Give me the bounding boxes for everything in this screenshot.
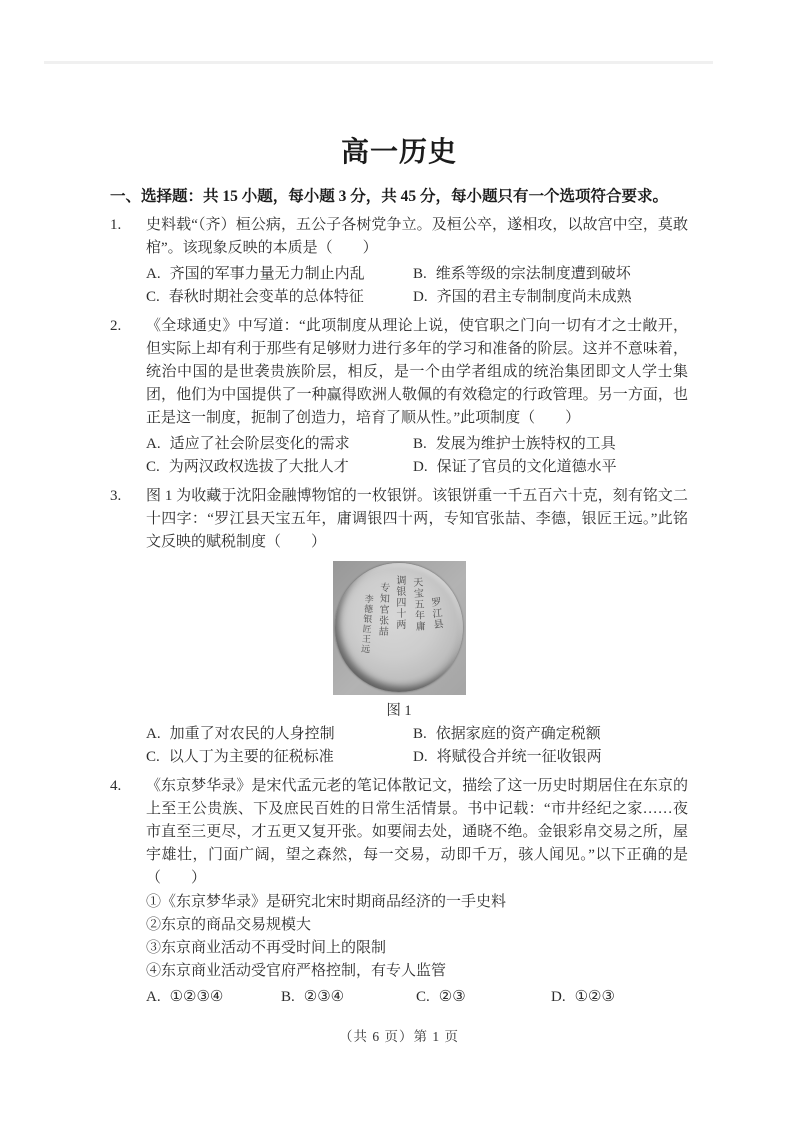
question-1-option-d <box>413 286 688 309</box>
option-text: 为两汉政权选拔了大批人才 <box>168 459 349 475</box>
option-label: C. <box>416 989 430 1005</box>
figure-caption: 图 1 <box>386 703 412 719</box>
question-4-item-1: ①《东京梦华录》是研究北宋时期商品经济的一手史料 <box>146 894 507 910</box>
option-label: B. <box>281 989 295 1005</box>
option-text: ②③ <box>438 989 466 1005</box>
option-label: B. <box>413 726 427 742</box>
option-label: D. <box>413 749 428 765</box>
question-4-item-4: ④东京商业活动受官府严格控制，有专人监管 <box>146 963 447 979</box>
option-text: 加重了对农民的人身控制 <box>169 726 335 742</box>
option-text: 春秋时期社会变革的总体特征 <box>168 289 364 305</box>
option-label: C. <box>146 749 160 765</box>
option-label: A. <box>146 726 161 742</box>
question-3-options <box>146 723 688 769</box>
question-3-option-d <box>413 746 688 769</box>
question-4-option-b <box>281 986 416 1009</box>
coin-inscription-column: 调银四十两 <box>393 574 405 630</box>
page-title: 高一历史 <box>340 137 457 168</box>
question-2-option-b <box>413 433 688 456</box>
question-4-item-2: ②东京的商品交易规模大 <box>146 917 312 933</box>
question-3-option-b <box>413 723 688 746</box>
question-4-stem: 《东京梦华录》是宋代孟元老的笔记体散记文，描绘了这一历史时期居住在东京的上至王公贵族、下及庶民百姓的日常生活情景。书中记载：“市井经纪之家……夜市直至三更尽，才五更又复开张。如要闹去处，通晓不绝。金银彩帛交易之所，屋宇雄壮，门面广阔，望之森然，每一交易，动即千万，骇人闻见。”以下正确的是（ ） <box>146 778 688 886</box>
option-text: 保证了官员的文化道德水平 <box>436 459 617 475</box>
option-text: ①②③④ <box>169 989 224 1005</box>
option-text: 发展为维护士族特权的工具 <box>435 436 616 452</box>
option-label: B. <box>413 436 427 452</box>
question-4-items <box>146 891 688 983</box>
question-3-stem: 图 1 为收藏于沈阳金融博物馆的一枚银饼。该银饼重一千五百六十克，刻有铭文二十四字：“罗江县天宝五年，庸调银四十两，专知官张喆、李德，银匠王远。”此铭文反映的赋税制度（ ） <box>146 488 688 550</box>
coin-inscription-column: 专知官张喆 <box>376 582 390 638</box>
option-text: 依据家庭的资产确定税额 <box>435 726 601 742</box>
question-1-number: 1. <box>110 217 122 233</box>
option-text: 齐国的军事力量无力制止内乱 <box>169 266 365 282</box>
question-1 <box>110 214 688 309</box>
option-label: A. <box>146 989 161 1005</box>
question-3-number: 3. <box>110 488 122 504</box>
silver-coin-photo <box>333 561 466 695</box>
option-label: D. <box>413 289 428 305</box>
option-label: A. <box>146 436 161 452</box>
question-3-option-c <box>146 746 413 769</box>
question-2-options <box>146 433 688 479</box>
option-text: 齐国的君主专制制度尚未成熟 <box>436 289 632 305</box>
option-text: 将赋役合并统一征收银两 <box>436 749 602 765</box>
coin-inscription-column: 罗江县 <box>428 596 443 631</box>
question-1-stem: 史料载“（齐）桓公病，五公子各树党争立。及桓公卒，遂相攻，以故宫中空，莫敢棺”。该现象反映的本质是（ ） <box>146 217 688 256</box>
option-label: C. <box>146 459 160 475</box>
page-content <box>110 0 688 1045</box>
question-2-stem: 《全球通史》中写道：“此项制度从理论上说，使官职之门向一切有才之士敞开，但实际上却有利于那些有足够财力进行多年的学习和准备的阶层。这并不意味着，统治中国的是世袭贵族阶层，相反，是一个由学者组成的统治集团即文人学士集团，他们为中国提供了一种赢得欧洲人敬佩的有效稳定的行政管理。另一方面，也正是这一制度，扼制了创造力，培育了顺从性。”此项制度（ ） <box>146 318 688 426</box>
option-label: A. <box>146 266 161 282</box>
coin-inscription-column: 李德银匠王远 <box>359 593 374 655</box>
question-1-option-c <box>146 286 413 309</box>
option-label: D. <box>413 459 428 475</box>
question-2-option-c <box>146 456 413 479</box>
page-footer: （共 6 页）第 1 页 <box>339 1029 459 1044</box>
question-2-number: 2. <box>110 318 122 334</box>
question-3 <box>110 485 688 769</box>
option-label: D. <box>551 989 566 1005</box>
question-3-option-a <box>146 723 413 746</box>
coin-inscription-column: 天宝五年庸 <box>410 576 425 633</box>
option-label: B. <box>413 266 427 282</box>
question-1-option-a <box>146 263 413 286</box>
option-text: ②③④ <box>303 989 345 1005</box>
question-3-figure <box>128 561 670 720</box>
question-4-item-3: ③东京商业活动不再受时间上的限制 <box>146 940 387 956</box>
option-label: C. <box>146 289 160 305</box>
question-4-option-d <box>551 986 688 1009</box>
question-4-options <box>146 986 688 1009</box>
question-2-option-d <box>413 456 688 479</box>
question-2-option-a <box>146 433 413 456</box>
silver-disc <box>335 563 463 692</box>
question-4-option-a <box>146 986 281 1009</box>
option-text: ①②③ <box>574 989 615 1005</box>
question-1-option-b <box>413 263 688 286</box>
option-text: 维系等级的宗法制度遭到破坏 <box>435 266 631 282</box>
option-text: 适应了社会阶层变化的需求 <box>169 436 350 452</box>
option-text: 以人丁为主要的征税标准 <box>168 749 334 765</box>
question-1-options <box>146 263 688 309</box>
question-2 <box>110 315 688 479</box>
question-4-option-c <box>416 986 551 1009</box>
section-heading: 一、选择题：共 15 小题，每小题 3 分，共 45 分，每小题只有一个选项符合要求。 <box>110 188 669 205</box>
question-4-number: 4. <box>110 778 122 794</box>
question-4 <box>110 775 688 1009</box>
